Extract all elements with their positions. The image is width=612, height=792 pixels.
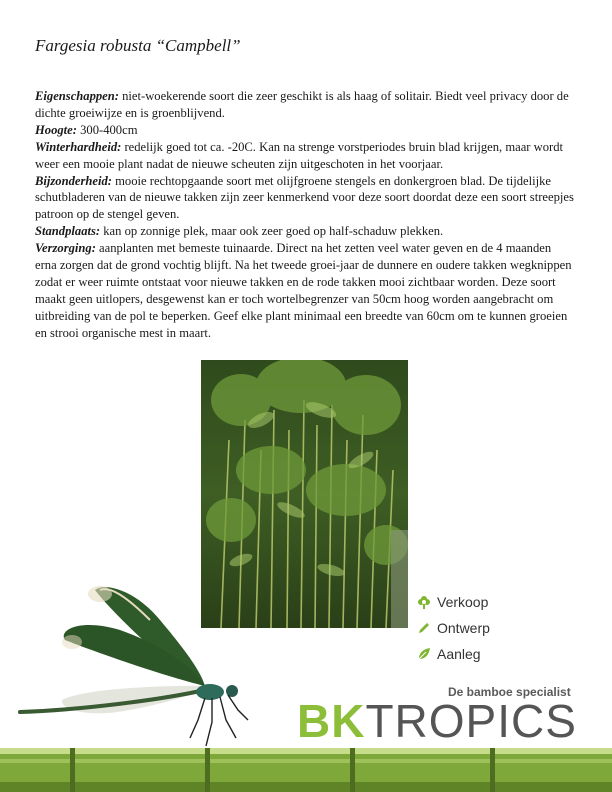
service-verkoop [417, 589, 490, 615]
section-label: Hoogte: [35, 122, 77, 137]
section-text: niet-woekerende soort die zeer geschikt is als haag of solitair. Biedt veel privacy door de dichte groeiwijze en is groenblijvend. [35, 89, 569, 120]
bktropics-logo [297, 696, 577, 746]
section-label: Winterhardheid: [35, 139, 122, 154]
bamboo-border [0, 748, 612, 792]
services-list [417, 589, 490, 667]
logo-tropics: TROPICS [365, 695, 577, 747]
section-verzorging [35, 240, 575, 341]
section-bijzonderheid [35, 173, 575, 224]
section-text: aanplanten met bemeste tuinaarde. Direct na het zetten veel water geven en de 4 maanden erna zorgen dat de grond vochtig blijft. Na het tweede groei-jaar de dunnere en oudere takken wegknippen zodat er weer ruimte ontstaat voor nieuwe takken en de rode takken mooi zichtbaar worden. Deze soort maakt geen uitlopers, desgewenst kan er toch wortelbegrenzer van 50cm hoog worden aangebracht om uitbreiding van de pol te beperken. Geef elke plant minimaal een breedte van 60cm om te kunnen groeien en strooi organische mest in maart. [35, 241, 572, 340]
section-label: Bijzonderheid: [35, 173, 112, 188]
service-aanleg [417, 641, 490, 667]
plant-description [35, 88, 575, 342]
dragonfly [20, 586, 248, 746]
leaf-icon [417, 647, 431, 661]
section-text: kan op zonnige plek, maar ook zeer goed op half-schaduw plekken. [100, 224, 444, 239]
plant-title: Fargesia robusta “Campbell” [35, 36, 241, 55]
section-label: Eigenschappen: [35, 89, 119, 103]
flower-icon [417, 595, 431, 609]
section-standplaats [35, 223, 575, 240]
service-label: Ontwerp [437, 620, 490, 636]
section-winterhardheid [35, 139, 575, 173]
section-text: redelijk goed tot ca. -20C. Kan na strenge vorstperiodes bruin blad krijgen, maar wordt weer een mooie plant nadat de nieuwe scheuten zijn uitgeschoten in het voorjaar. [35, 139, 564, 171]
section-eigenschappen [35, 88, 575, 122]
service-ontwerp [417, 615, 490, 641]
pencil-icon [417, 621, 431, 635]
section-label: Verzorging: [35, 241, 96, 256]
dragonfly-bamboo-illustration [0, 560, 612, 792]
brand-slogan: De bamboe specialist [448, 685, 571, 699]
section-text: 300-400cm [76, 122, 138, 137]
section-hoogte [35, 122, 575, 139]
service-label: Aanleg [437, 646, 481, 662]
section-label: Standplaats: [35, 224, 101, 239]
logo-bk: BK [297, 695, 366, 747]
service-label: Verkoop [437, 594, 489, 610]
section-text: mooie rechtopgaande soort met olijfgroene stengels en donkergroen blad. De tijdelijke schutbladeren van de nieuwe takken zijn zeer kenmerkend voor deze soort doordat deze een soort streepjes patroon op de stengel geven. [35, 173, 574, 222]
